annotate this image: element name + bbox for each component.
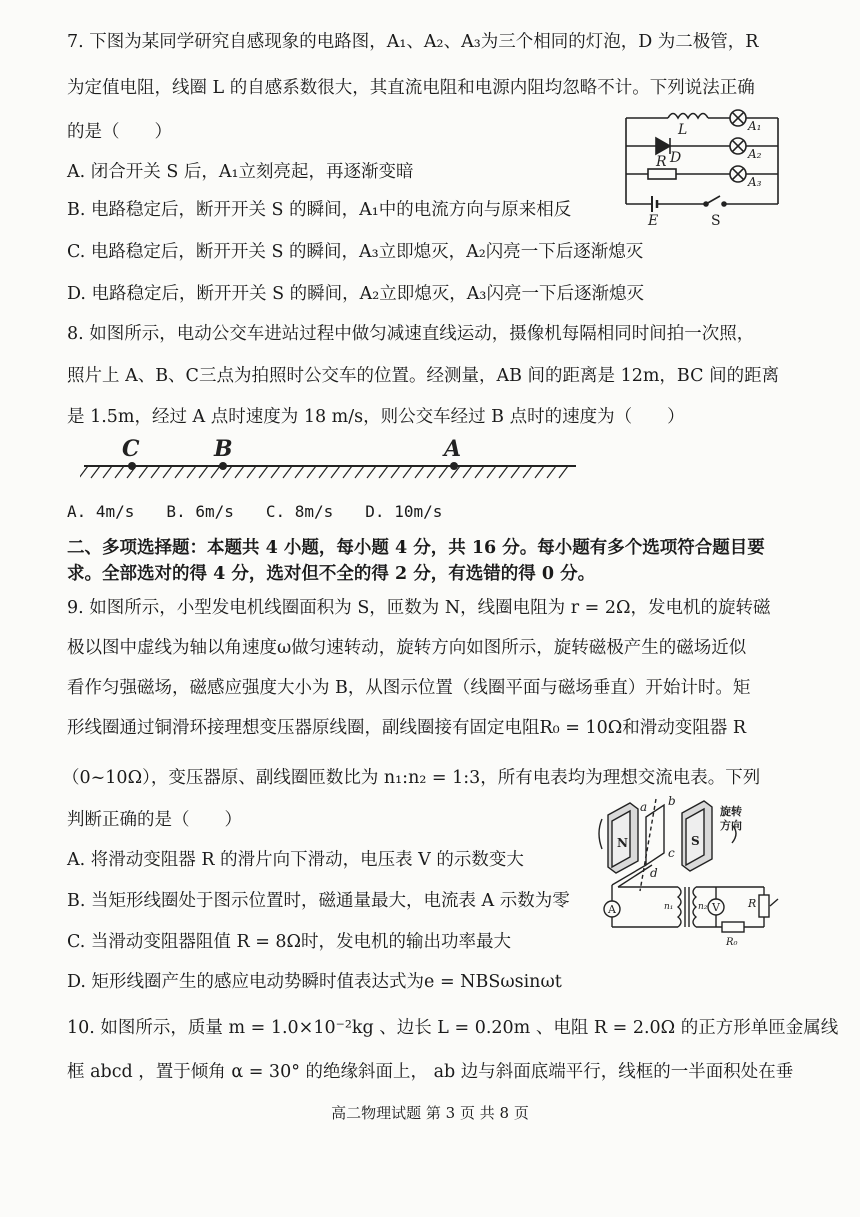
q7-label-A3: A₃ bbox=[748, 175, 762, 189]
label-a: A bbox=[444, 436, 462, 462]
q7-label-D: D bbox=[670, 150, 682, 166]
q9-line-5: （0~10Ω），变压器原、副线圈匝数比为 n₁:n₂ = 1:3，所有电表均为理想交流电表。下列 bbox=[62, 768, 761, 788]
section2-line-2: 求。全部选对的得 4 分，选对但不全的得 2 分，有选错的得 0 分。 bbox=[67, 564, 596, 584]
q9-magnet-n: N bbox=[617, 836, 628, 850]
q8-line-1: 8. 如图所示，电动公交车进站过程中做匀减速直线运动，摄像机每隔相同时间拍一次照， bbox=[67, 324, 755, 344]
q10-line-2: 框 abcd ，置于倾角 α = 30° 的绝缘斜面上， ab 边与斜面底端平行，线框的一半面积处在垂 bbox=[67, 1062, 794, 1082]
point-b bbox=[219, 462, 227, 470]
q9-line-6: 判断正确的是（ ） bbox=[67, 810, 242, 830]
point-a bbox=[450, 462, 458, 470]
q9-line-1: 9. 如图所示，小型发电机线圈面积为 S，匝数为 N，线圈电阻为 r = 2Ω，发电机的旋转磁 bbox=[67, 598, 771, 618]
ground-hatch-mark bbox=[295, 466, 304, 478]
q7-circuit-figure bbox=[618, 104, 794, 228]
q7-label-S: S bbox=[711, 213, 721, 228]
ground-hatch-mark bbox=[547, 466, 556, 478]
q9-label-d: d bbox=[650, 866, 658, 880]
q8-options: A. 4m/s B. 6m/s C. 8m/s D. 10m/s bbox=[67, 502, 443, 521]
q9-label-a: a bbox=[640, 800, 648, 814]
q7-label-L: L bbox=[678, 122, 688, 138]
ground-hatch-mark bbox=[331, 466, 340, 478]
ground-hatch-mark bbox=[175, 466, 184, 478]
ground-hatch-mark bbox=[271, 466, 280, 478]
ground-hatch-mark bbox=[319, 466, 328, 478]
q7-label-E: E bbox=[648, 213, 659, 228]
q9-label-r0: R₀ bbox=[726, 937, 738, 948]
ground-hatch-mark bbox=[535, 466, 544, 478]
q8-road-figure bbox=[80, 434, 580, 486]
q7-line-1: 7. 下图为某同学研究自感现象的电路图，A₁、A₂、A₃为三个相同的灯泡，D 为二极管，R bbox=[67, 32, 759, 52]
q9-option-b: B. 当矩形线圈处于图示位置时，磁通量最大，电流表 A 示数为零 bbox=[67, 891, 570, 911]
ground-hatch-mark bbox=[187, 466, 196, 478]
q9-line-4: 形线圈通过铜滑环接理想变压器原线圈，副线圈接有固定电阻R₀ = 10Ω和滑动变阻器 R bbox=[67, 718, 746, 738]
q7-line-2: 为定值电阻，线圈 L 的自感系数很大，其直流电阻和电源内阻均忽略不计。下列说法正确 bbox=[67, 78, 755, 98]
q7-option-b: B. 电路稳定后，断开开关 S 的瞬间，A₁中的电流方向与原来相反 bbox=[67, 200, 572, 220]
ground-hatch-mark bbox=[403, 466, 412, 478]
ground-hatch-mark bbox=[307, 466, 316, 478]
q8-line-2: 照片上 A、B、C三点为拍照时公交车的位置。经测量，AB 间的距离是 12m，BC 间的距离 bbox=[67, 366, 780, 386]
q9-label-b: b bbox=[668, 795, 676, 808]
ground-hatch-mark bbox=[235, 466, 244, 478]
ground-hatch-mark bbox=[415, 466, 424, 478]
ground-hatch-mark bbox=[511, 466, 520, 478]
q9-magnet-s: S bbox=[691, 834, 700, 848]
ground-hatch-mark bbox=[343, 466, 352, 478]
ground-hatch-mark bbox=[80, 466, 88, 478]
ground-hatch-mark bbox=[283, 466, 292, 478]
ground-hatch-mark bbox=[427, 466, 436, 478]
ground-hatch-mark bbox=[523, 466, 532, 478]
ground-hatch-mark bbox=[463, 466, 472, 478]
ground-hatch-mark bbox=[475, 466, 484, 478]
q9-rotation-label-1: 旋转 bbox=[720, 805, 742, 818]
ground-hatch-mark bbox=[391, 466, 400, 478]
q9-rotation-label-2: 方向 bbox=[720, 819, 742, 832]
q7-option-d: D. 电路稳定后，断开开关 S 的瞬间，A₂立即熄灭，A₃闪亮一下后逐渐熄灭 bbox=[67, 284, 644, 304]
label-c: C bbox=[122, 436, 140, 462]
ground-hatch-mark bbox=[103, 466, 112, 478]
q9-generator-figure bbox=[592, 795, 792, 950]
q9-option-a: A. 将滑动变阻器 R 的滑片向下滑动，电压表 V 的示数变大 bbox=[67, 850, 524, 870]
q7-label-R: R bbox=[656, 154, 667, 170]
ground-hatch-mark bbox=[379, 466, 388, 478]
ground-hatch-mark bbox=[367, 466, 376, 478]
q7-label-A1: A₁ bbox=[748, 119, 762, 133]
page-footer: 高二物理试题 第 3 页 共 8 页 bbox=[331, 1104, 529, 1122]
ground-hatch-mark bbox=[439, 466, 448, 478]
q9-line-2: 极以图中虚线为轴以角速度ω做匀速转动，旋转方向如图所示，旋转磁极产生的磁场近似 bbox=[67, 638, 747, 658]
q9-option-d: D. 矩形线圈产生的感应电动势瞬时值表达式为e = NBSωsinωt bbox=[67, 972, 562, 992]
q7-option-a: A. 闭合开关 S 后，A₁立刻亮起，再逐渐变暗 bbox=[67, 162, 414, 182]
q7-label-A2: A₂ bbox=[748, 147, 762, 161]
ground-hatch-mark bbox=[115, 466, 124, 478]
q7-line-3: 的是（ ） bbox=[67, 122, 172, 142]
q9-line-3: 看作匀强磁场，磁感应强度大小为 B，从图示位置（线圈平面与磁场垂直）开始计时。矩 bbox=[67, 678, 751, 698]
q8-line-3: 是 1.5m，经过 A 点时速度为 18 m/s，则公交车经过 B 点时的速度为（ ） bbox=[67, 407, 685, 427]
q9-label-r: R bbox=[748, 897, 757, 910]
q9-label-n2: n₂ bbox=[698, 902, 708, 912]
ground-hatch-mark bbox=[211, 466, 220, 478]
ground-hatch-mark bbox=[91, 466, 100, 478]
ground-hatch-mark bbox=[247, 466, 256, 478]
ground-hatch-mark bbox=[559, 466, 568, 478]
q9-ammeter-label: A bbox=[608, 903, 616, 916]
ground-hatch-mark bbox=[163, 466, 172, 478]
q9-voltmeter-label: V bbox=[712, 901, 720, 914]
point-c bbox=[128, 462, 136, 470]
ground-hatch-mark bbox=[487, 466, 496, 478]
q7-option-c: C. 电路稳定后，断开开关 S 的瞬间，A₃立即熄灭，A₂闪亮一下后逐渐熄灭 bbox=[67, 242, 644, 262]
ground-hatch-mark bbox=[199, 466, 208, 478]
label-b: B bbox=[214, 436, 233, 462]
q9-label-n1: n₁ bbox=[664, 902, 674, 912]
q9-option-c: C. 当滑动变阻器阻值 R = 8Ω时，发电机的输出功率最大 bbox=[67, 932, 512, 952]
ground-hatch-mark bbox=[499, 466, 508, 478]
q10-line-1: 10. 如图所示，质量 m = 1.0×10⁻²kg 、边长 L = 0.20m 、电阻 R = 2.0Ω 的正方形单匝金属线 bbox=[67, 1018, 839, 1038]
q9-label-c: c bbox=[668, 846, 675, 860]
ground-hatch-mark bbox=[139, 466, 148, 478]
ground-hatch-mark bbox=[151, 466, 160, 478]
ground-hatch-mark bbox=[259, 466, 268, 478]
ground-hatch-mark bbox=[355, 466, 364, 478]
section2-line-1: 二、多项选择题：本题共 4 小题，每小题 4 分，共 16 分。每小题有多个选项符合题目要 bbox=[67, 538, 765, 558]
